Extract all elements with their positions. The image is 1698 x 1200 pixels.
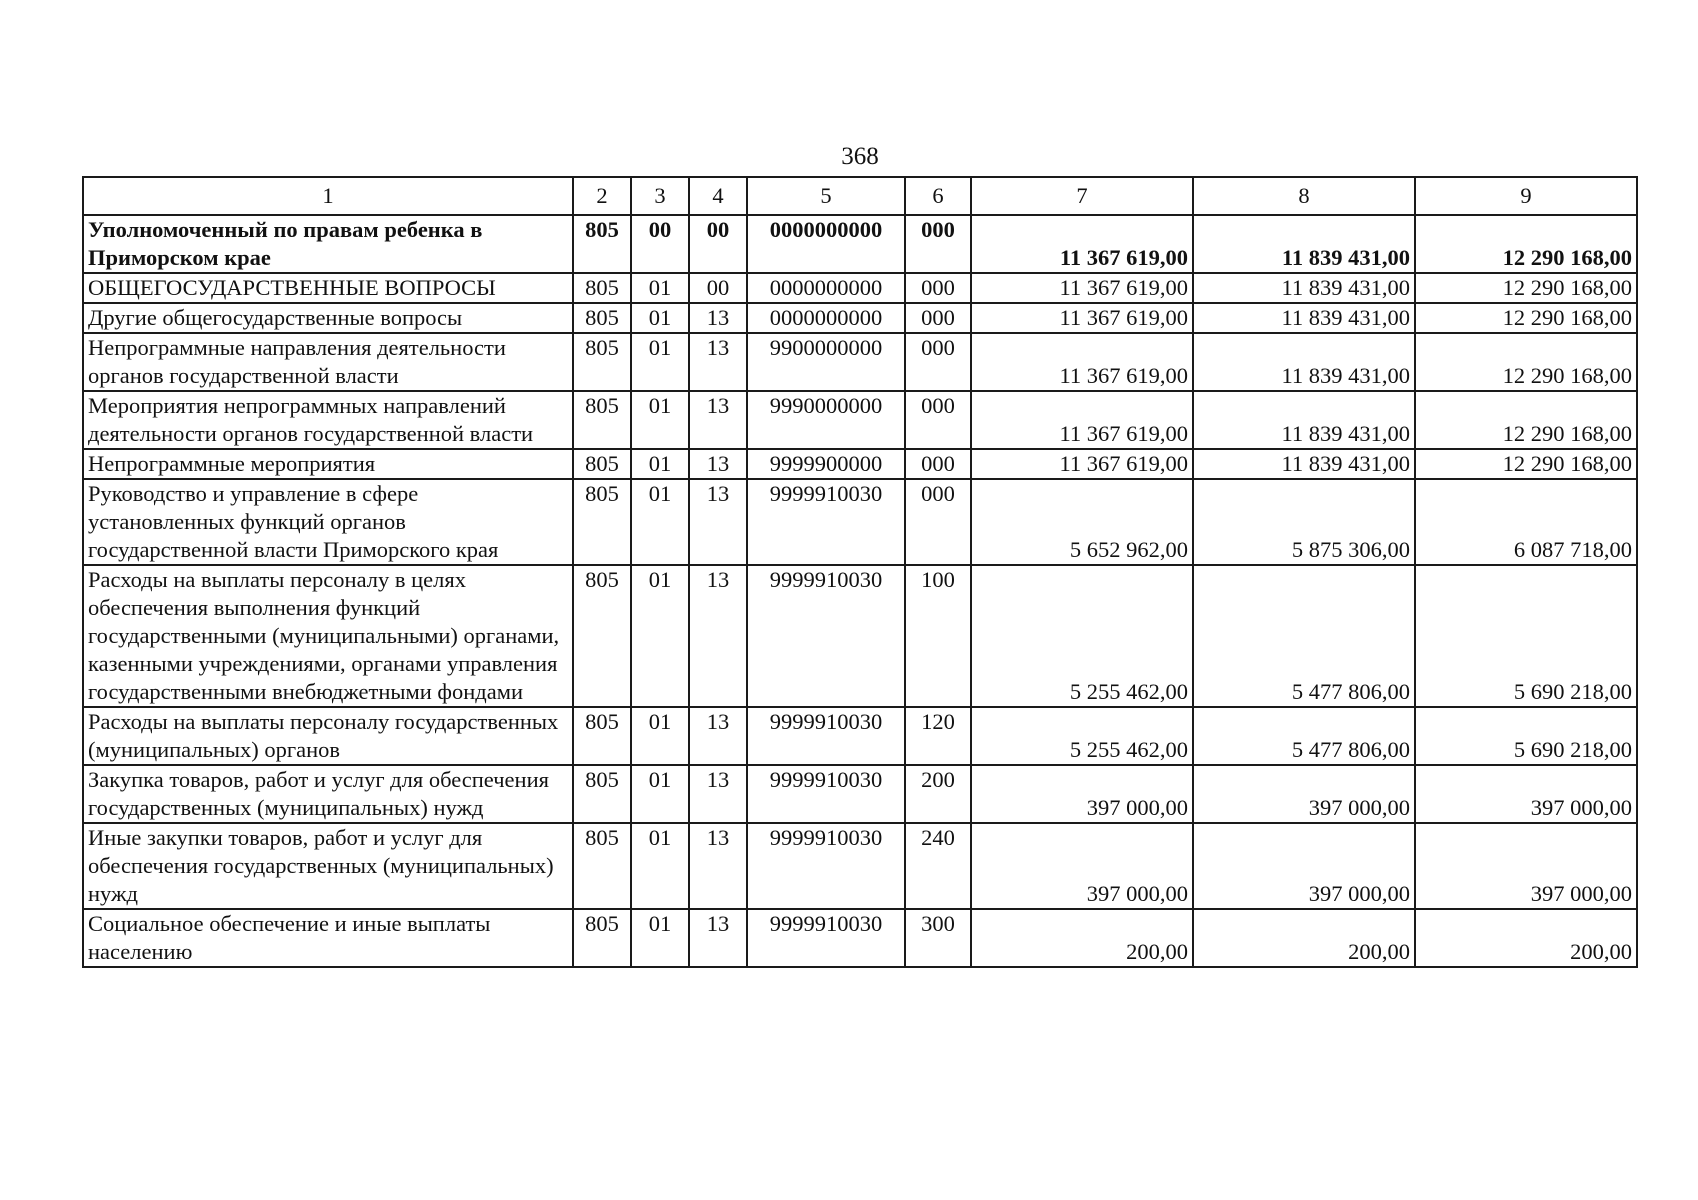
column-header: 9 — [1415, 177, 1637, 215]
section-code: 01 — [631, 391, 689, 449]
row-name: Уполномоченный по правам ребенка в Приморском крае — [83, 215, 573, 273]
amount-col-8: 11 839 431,00 — [1193, 391, 1415, 449]
column-number-row — [83, 177, 1637, 215]
section-code: 01 — [631, 449, 689, 479]
expense-type-code: 100 — [905, 565, 971, 707]
amount-col-8: 200,00 — [1193, 909, 1415, 967]
target-article-code: 0000000000 — [747, 215, 905, 273]
amount-col-8: 5 875 306,00 — [1193, 479, 1415, 565]
budget-table — [82, 176, 1638, 968]
column-header: 1 — [83, 177, 573, 215]
subsection-code: 13 — [689, 391, 747, 449]
subsection-code: 13 — [689, 565, 747, 707]
amount-col-7: 11 367 619,00 — [971, 273, 1193, 303]
amount-col-8: 5 477 806,00 — [1193, 707, 1415, 765]
section-code: 01 — [631, 479, 689, 565]
ministry-code: 805 — [573, 765, 631, 823]
amount-col-7: 11 367 619,00 — [971, 303, 1193, 333]
subsection-code: 00 — [689, 215, 747, 273]
column-header: 6 — [905, 177, 971, 215]
expense-type-code: 000 — [905, 333, 971, 391]
subsection-code: 13 — [689, 303, 747, 333]
table-row — [83, 273, 1637, 303]
table-row — [83, 565, 1637, 707]
table-row — [83, 707, 1637, 765]
subsection-code: 13 — [689, 765, 747, 823]
amount-col-7: 11 367 619,00 — [971, 333, 1193, 391]
amount-col-9: 5 690 218,00 — [1415, 707, 1637, 765]
amount-col-7: 11 367 619,00 — [971, 449, 1193, 479]
row-name: Другие общегосударственные вопросы — [83, 303, 573, 333]
section-code: 01 — [631, 909, 689, 967]
ministry-code: 805 — [573, 391, 631, 449]
expense-type-code: 000 — [905, 273, 971, 303]
amount-col-9: 397 000,00 — [1415, 823, 1637, 909]
ministry-code: 805 — [573, 909, 631, 967]
table-row — [83, 823, 1637, 909]
row-name: ОБЩЕГОСУДАРСТВЕННЫЕ ВОПРОСЫ — [83, 273, 573, 303]
section-code: 01 — [631, 707, 689, 765]
column-header: 3 — [631, 177, 689, 215]
section-code: 01 — [631, 303, 689, 333]
amount-col-8: 397 000,00 — [1193, 823, 1415, 909]
amount-col-9: 12 290 168,00 — [1415, 333, 1637, 391]
row-name: Мероприятия непрограммных направлений деятельности органов государственной власти — [83, 391, 573, 449]
row-name: Закупка товаров, работ и услуг для обеспечения государственных (муниципальных) нужд — [83, 765, 573, 823]
target-article-code: 9900000000 — [747, 333, 905, 391]
ministry-code: 805 — [573, 333, 631, 391]
column-header: 2 — [573, 177, 631, 215]
amount-col-8: 11 839 431,00 — [1193, 449, 1415, 479]
row-name: Иные закупки товаров, работ и услуг для обеспечения государственных (муниципальных) нужд — [83, 823, 573, 909]
amount-col-7: 11 367 619,00 — [971, 215, 1193, 273]
table-row — [83, 303, 1637, 333]
column-header: 5 — [747, 177, 905, 215]
amount-col-8: 5 477 806,00 — [1193, 565, 1415, 707]
subsection-code: 00 — [689, 273, 747, 303]
row-name: Расходы на выплаты персоналу государственных (муниципальных) органов — [83, 707, 573, 765]
expense-type-code: 300 — [905, 909, 971, 967]
target-article-code: 9990000000 — [747, 391, 905, 449]
column-header: 4 — [689, 177, 747, 215]
expense-type-code: 000 — [905, 303, 971, 333]
subsection-code: 13 — [689, 707, 747, 765]
page-number: 368 — [841, 143, 879, 170]
ministry-code: 805 — [573, 707, 631, 765]
section-code: 01 — [631, 823, 689, 909]
row-name: Руководство и управление в сфере установленных функций органов государственной власти Приморского края — [83, 479, 573, 565]
table-row — [83, 479, 1637, 565]
amount-col-7: 5 255 462,00 — [971, 707, 1193, 765]
amount-col-9: 12 290 168,00 — [1415, 215, 1637, 273]
table-row — [83, 333, 1637, 391]
amount-col-9: 397 000,00 — [1415, 765, 1637, 823]
target-article-code: 9999910030 — [747, 765, 905, 823]
subsection-code: 13 — [689, 449, 747, 479]
ministry-code: 805 — [573, 565, 631, 707]
ministry-code: 805 — [573, 449, 631, 479]
ministry-code: 805 — [573, 215, 631, 273]
target-article-code: 9999910030 — [747, 565, 905, 707]
amount-col-7: 397 000,00 — [971, 823, 1193, 909]
amount-col-7: 200,00 — [971, 909, 1193, 967]
amount-col-7: 397 000,00 — [971, 765, 1193, 823]
amount-col-9: 12 290 168,00 — [1415, 391, 1637, 449]
subsection-code: 13 — [689, 333, 747, 391]
table-row — [83, 449, 1637, 479]
section-code: 01 — [631, 565, 689, 707]
section-code: 01 — [631, 273, 689, 303]
table-row — [83, 909, 1637, 967]
column-header: 7 — [971, 177, 1193, 215]
amount-col-9: 200,00 — [1415, 909, 1637, 967]
expense-type-code: 200 — [905, 765, 971, 823]
section-code: 00 — [631, 215, 689, 273]
subsection-code: 13 — [689, 909, 747, 967]
amount-col-8: 11 839 431,00 — [1193, 333, 1415, 391]
target-article-code: 9999910030 — [747, 479, 905, 565]
amount-col-8: 11 839 431,00 — [1193, 215, 1415, 273]
amount-col-7: 5 255 462,00 — [971, 565, 1193, 707]
table-row — [83, 765, 1637, 823]
target-article-code: 9999900000 — [747, 449, 905, 479]
amount-col-9: 12 290 168,00 — [1415, 449, 1637, 479]
amount-col-8: 11 839 431,00 — [1193, 303, 1415, 333]
section-code: 01 — [631, 765, 689, 823]
section-code: 01 — [631, 333, 689, 391]
amount-col-9: 5 690 218,00 — [1415, 565, 1637, 707]
ministry-code: 805 — [573, 303, 631, 333]
target-article-code: 0000000000 — [747, 273, 905, 303]
expense-type-code: 000 — [905, 479, 971, 565]
row-name: Непрограммные мероприятия — [83, 449, 573, 479]
expense-type-code: 120 — [905, 707, 971, 765]
amount-col-8: 11 839 431,00 — [1193, 273, 1415, 303]
table-row — [83, 391, 1637, 449]
target-article-code: 9999910030 — [747, 823, 905, 909]
ministry-code: 805 — [573, 823, 631, 909]
ministry-code: 805 — [573, 479, 631, 565]
amount-col-7: 5 652 962,00 — [971, 479, 1193, 565]
row-name: Расходы на выплаты персоналу в целях обеспечения выполнения функций государственными (муниципальными) органами, казенными учреждениями, органами управления государственными внебюджетными фондами — [83, 565, 573, 707]
expense-type-code: 000 — [905, 449, 971, 479]
amount-col-7: 11 367 619,00 — [971, 391, 1193, 449]
amount-col-8: 397 000,00 — [1193, 765, 1415, 823]
row-name: Непрограммные направления деятельности органов государственной власти — [83, 333, 573, 391]
subsection-code: 13 — [689, 479, 747, 565]
column-header: 8 — [1193, 177, 1415, 215]
expense-type-code: 000 — [905, 215, 971, 273]
expense-type-code: 000 — [905, 391, 971, 449]
target-article-code: 9999910030 — [747, 909, 905, 967]
target-article-code: 0000000000 — [747, 303, 905, 333]
amount-col-9: 12 290 168,00 — [1415, 273, 1637, 303]
amount-col-9: 6 087 718,00 — [1415, 479, 1637, 565]
amount-col-9: 12 290 168,00 — [1415, 303, 1637, 333]
ministry-code: 805 — [573, 273, 631, 303]
subsection-code: 13 — [689, 823, 747, 909]
target-article-code: 9999910030 — [747, 707, 905, 765]
expense-type-code: 240 — [905, 823, 971, 909]
table-row — [83, 215, 1637, 273]
row-name: Социальное обеспечение и иные выплаты населению — [83, 909, 573, 967]
